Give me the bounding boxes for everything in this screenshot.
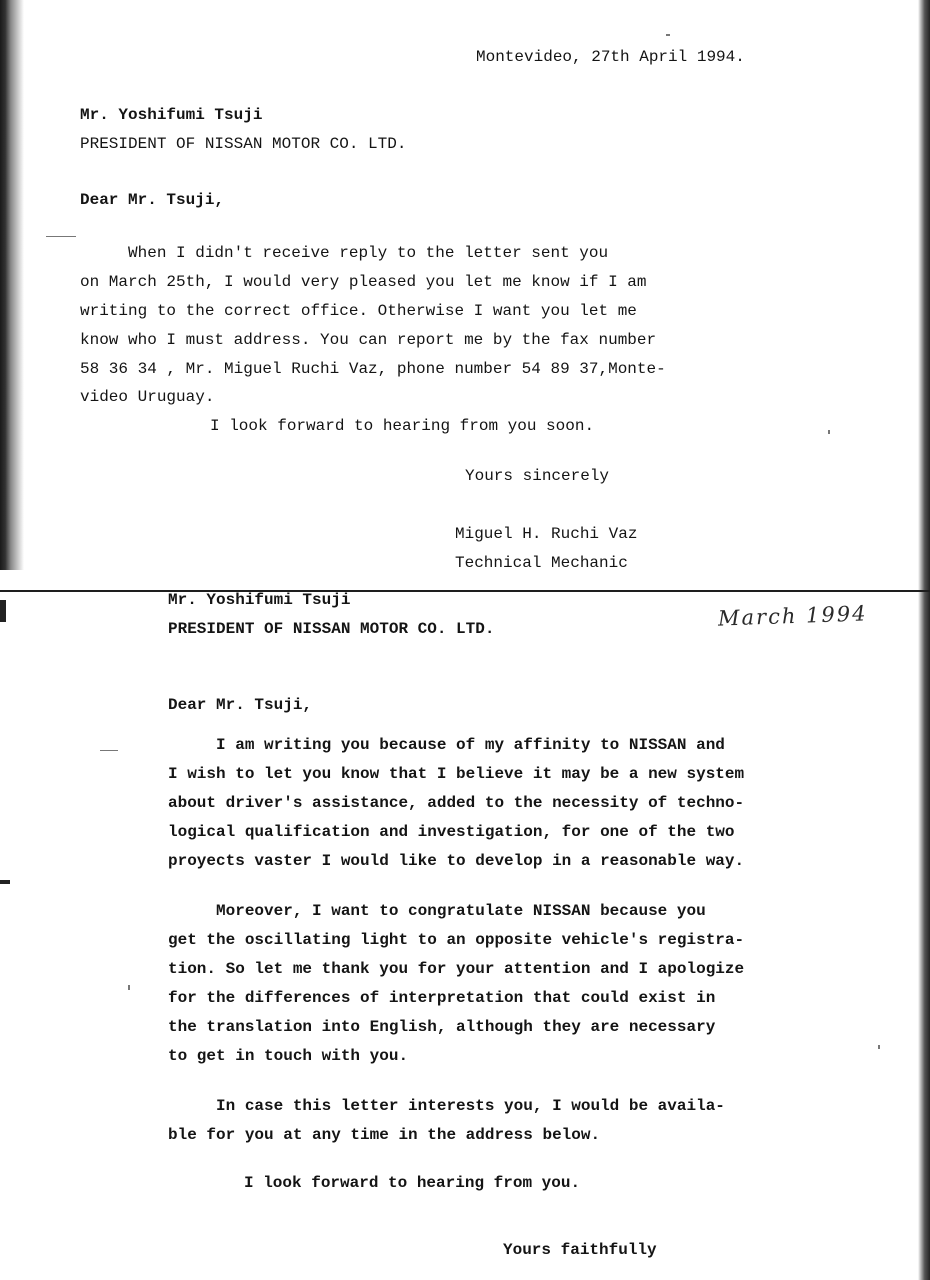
recipient-title: PRESIDENT OF NISSAN MOTOR CO. LTD. — [168, 620, 495, 638]
body-line: 58 36 34 , Mr. Miguel Ruchi Vaz, phone number 54 89 37,Monte- — [80, 360, 666, 378]
scan-speck — [878, 1045, 880, 1049]
paragraph3-line: ble for you at any time in the address below. — [168, 1126, 601, 1144]
signatory-title: Technical Mechanic — [455, 554, 628, 572]
paragraph2-line: tion. So let me thank you for your attention and I apologize — [168, 960, 745, 978]
paragraph1-line: I am writing you because of my affinity to NISSAN and — [168, 736, 725, 754]
dateline: Montevideo, 27th April 1994. — [476, 48, 745, 66]
scan-edge-right — [918, 0, 930, 1280]
closing-line: I look forward to hearing from you soon. — [210, 417, 595, 435]
paragraph2-line: get the oscillating light to an opposite vehicle's registra- — [168, 931, 745, 949]
paragraph2-line: for the differences of interpretation that could exist in — [168, 989, 716, 1007]
salutation: Dear Mr. Tsuji, — [168, 696, 313, 714]
signatory-name: Miguel H. Ruchi Vaz — [455, 525, 638, 543]
paragraph1-line: I wish to let you know that I believe it may be a new system — [168, 765, 745, 783]
body-line: video Uruguay. — [80, 388, 215, 406]
paragraph1-line: logical qualification and investigation, for one of the two — [168, 823, 735, 841]
paragraph2-line: the translation into English, although they are necessary — [168, 1018, 716, 1036]
recipient-title: PRESIDENT OF NISSAN MOTOR CO. LTD. — [80, 135, 407, 153]
scan-speck — [100, 750, 118, 751]
scan-edge-left — [0, 0, 24, 570]
valediction: Yours faithfully — [503, 1241, 657, 1259]
paragraph2-line: to get in touch with you. — [168, 1047, 409, 1065]
scan-edge-mark — [0, 600, 6, 622]
recipient-name: Mr. Yoshifumi Tsuji — [168, 591, 351, 609]
scan-speck — [828, 430, 830, 434]
closing-line: I look forward to hearing from you. — [244, 1174, 581, 1192]
scan-edge-mark — [0, 880, 10, 884]
paragraph3-line: In case this letter interests you, I would be availa- — [168, 1097, 725, 1115]
salutation: Dear Mr. Tsuji, — [80, 191, 225, 209]
valediction: Yours sincerely — [465, 467, 610, 485]
body-line: know who I must address. You can report me by the fax number — [80, 331, 657, 349]
paragraph1-line: about driver's assistance, added to the necessity of techno- — [168, 794, 745, 812]
body-line: on March 25th, I would very pleased you let me know if I am — [80, 273, 647, 291]
scan-speck — [128, 985, 130, 990]
paragraph2-line: Moreover, I want to congratulate NISSAN because you — [168, 902, 706, 920]
recipient-name: Mr. Yoshifumi Tsuji — [80, 106, 263, 124]
page-divider — [0, 590, 930, 592]
paragraph1-line: proyects vaster I would like to develop in a reasonable way. — [168, 852, 745, 870]
body-line: When I didn't receive reply to the letter sent you — [80, 244, 609, 262]
scan-speck — [46, 236, 76, 237]
body-line: writing to the correct office. Otherwise I want you let me — [80, 302, 637, 320]
handwritten-date: March 1994 — [717, 601, 868, 631]
scan-speck — [666, 34, 670, 36]
